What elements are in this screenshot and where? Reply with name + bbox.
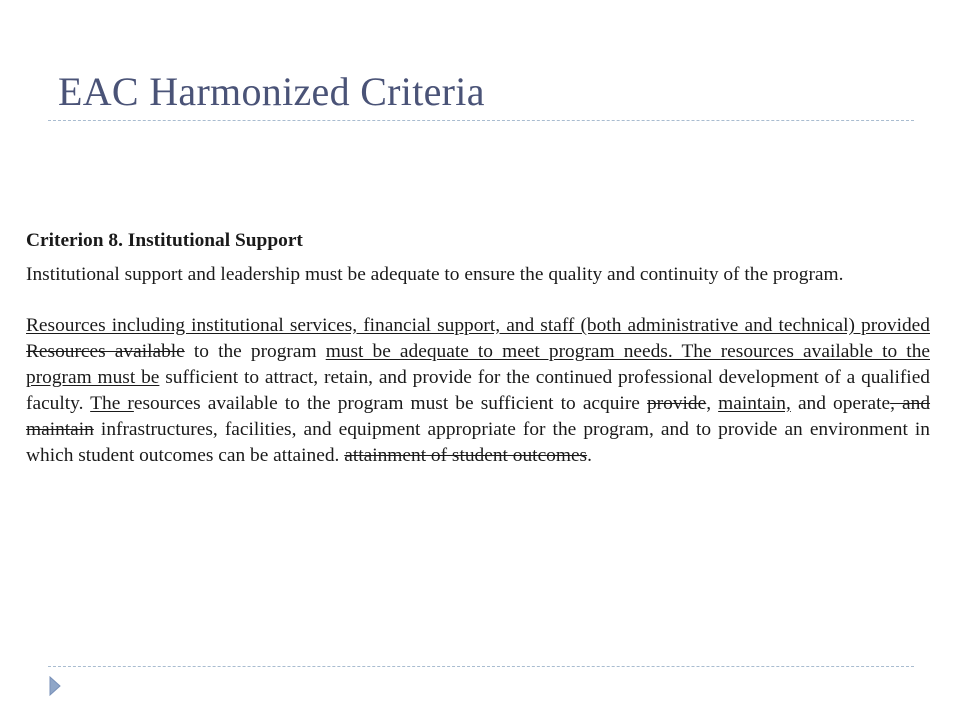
body-text: , [706, 393, 719, 414]
body-text: infrastructures, facilities, and equipment appropriate for the program, and to provide an environment in which student outcomes can be attained. [26, 419, 930, 466]
document-excerpt [26, 228, 930, 469]
body-text: and operate [790, 393, 891, 414]
inserted-text: maintain, [718, 393, 791, 414]
deleted-text: , and maintain [26, 393, 931, 440]
body-text: esources available to the program must be sufficient to acquire [133, 393, 647, 414]
title-divider [48, 120, 914, 121]
body-text: to the program [184, 341, 326, 362]
deleted-text: Resources available [26, 341, 185, 362]
triangle-right-icon[interactable] [49, 676, 61, 696]
inserted-text: Resources including institutional services, financial support, and staff (both administrative and technical) provided [26, 315, 930, 336]
body-text: . [587, 445, 592, 466]
slide-title: EAC Harmonized Criteria [58, 69, 485, 114]
body-text: sufficient to attract, retain, and provide for the continued professional development of a qualified faculty. [26, 367, 930, 414]
inserted-text: must be adequate to meet program needs. The resources available to the program must be [26, 341, 930, 388]
footer-divider [48, 666, 914, 667]
deleted-text: provide [646, 393, 707, 414]
paragraph-institutional-support: Institutional support and leadership must be adequate to ensure the quality and continuity of the program. [26, 264, 844, 285]
deleted-text: attainment of student outcomes [344, 445, 588, 466]
paragraph-resources [26, 313, 930, 469]
criterion-heading: Criterion 8. Institutional Support [26, 230, 303, 251]
inserted-text: The r [90, 393, 134, 414]
